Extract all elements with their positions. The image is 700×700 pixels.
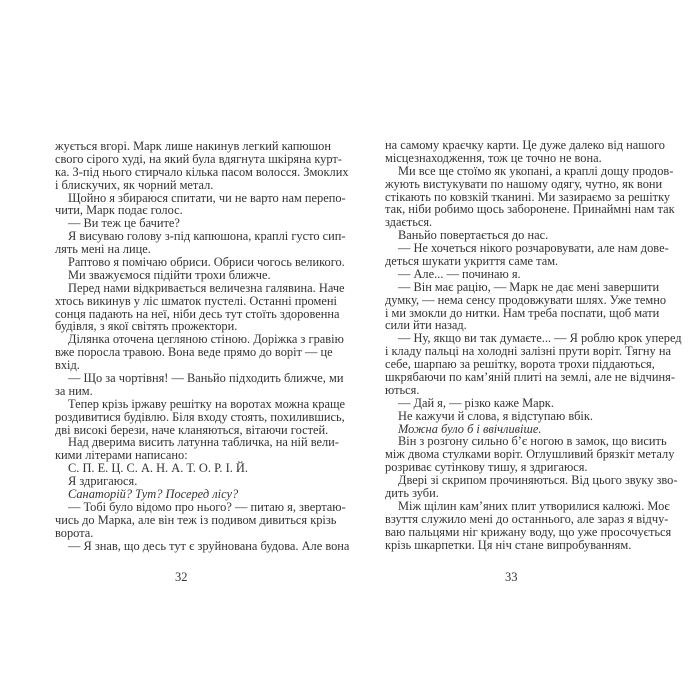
text-line: хтось викинув у ліс шматок пустелі. Останні промені — [55, 293, 337, 308]
text-line: — Він має рацію, — Марк не дає мені завершити — [398, 279, 660, 294]
text-line: між двома стулками воріт. Оглушливий брязкіт металу — [385, 447, 675, 462]
text-line: крізь шкарпетки. Ця ніч стане випробуванням. — [385, 537, 632, 552]
text-line: дві високі берези, наче кланяються, вітаючи гостей. — [55, 422, 329, 437]
text-line: і ми змокли до нитки. Нам треба поспати, щоб мати — [385, 305, 660, 320]
text-line: ка. З-під нього стирчало кілька пасом волосся. Змоклих — [55, 164, 349, 179]
text-line: місцезнаходження, тож це точно не вона. — [385, 150, 602, 165]
text-line: Ділянка оточена цегляною стіною. Доріжка з гравію — [68, 332, 344, 347]
text-line: і блискучих, як чорний метал. — [55, 177, 214, 192]
text-line: чити, Марк подає голос. — [55, 203, 183, 218]
text-line: Щойно я збираюся спитати, чи не варто нам перепо- — [68, 190, 346, 205]
text-line: вже поросла травою. Вона веде прямо до воріт — це — [55, 345, 333, 360]
text-line: шкрябаючи по кам’яній плиті на землі, але не відчиня- — [385, 370, 675, 385]
text-line: за ним. — [55, 383, 93, 398]
text-line: стікають по ковзкій тканині. Ми зазираємо за решітку — [385, 189, 671, 204]
text-line: деться шукати укриття саме там. — [385, 254, 559, 269]
text-line: будівля, з якої світять прожектори. — [55, 319, 238, 334]
text-line: Перед нами відкривається величезна галявина. Наче — [68, 280, 345, 295]
text-line: Тепер крізь іржаву решітку на воротах можна краще — [68, 396, 346, 411]
text-line: — Ну, якщо ви так думаєте... — Я роблю крок уперед — [398, 331, 682, 346]
text-line: чись до Марка, але він теж із подивом дивиться крізь — [55, 512, 337, 527]
text-line: розриває сутінкову тишу, я здригаюся. — [385, 460, 588, 475]
text-line: — Але... — починаю я. — [398, 266, 521, 281]
text-line: Над дверима висить латунна табличка, на ній вели- — [68, 435, 339, 450]
text-line: — Не хочеться нікого розчаровувати, але нам дове- — [398, 241, 669, 256]
left-page-text — [55, 139, 350, 553]
text-line: ваю пальцями ніг крижану воду, що уже просочується — [385, 524, 672, 539]
text-line: Ваньйо повертається до нас. — [398, 228, 549, 243]
text-line: Ми все ще стоїмо як укопані, а краплі дощу продов- — [398, 163, 674, 178]
text-line: взуття служило мені до останнього, але зараз я відчу- — [385, 511, 669, 526]
text-line: сили йти назад. — [385, 318, 467, 333]
text-line: здається. — [385, 215, 433, 230]
text-line: Я висуваю голову з-під капюшона, краплі густо сип- — [68, 229, 346, 244]
text-line: — Я знав, що десь тут є зруйнована будова. Але вона — [68, 538, 350, 553]
text-line: Я здригаюся. — [68, 474, 138, 489]
text-line: лять мені на лице. — [55, 242, 151, 257]
text-line: ються. — [385, 382, 420, 397]
text-line: на самому краєчку карти. Це дуже далеко від нашого — [385, 138, 666, 152]
sign-text-line: С. П. Е. Ц. С. А. Н. А. Т. О. Р. І. Й. — [68, 461, 248, 476]
text-line: Не кажучи й слова, я відступаю вбік. — [398, 408, 593, 423]
text-line: Він з розгону сильно б’є ногою в замок, що висить — [398, 434, 667, 449]
italic-thought-line: Можна було б і ввічливіше. — [398, 421, 542, 436]
text-line: кими літерами написано: — [55, 448, 188, 463]
text-line: себе, шарпаю за решітку, ворота трохи піддаються, — [385, 357, 655, 372]
page-number-right: 33 — [505, 570, 518, 584]
text-line: жується вгорі. Марк лише накинув легкий капюшон — [55, 139, 331, 153]
text-line: так, ніби робимо щось заборонене. Принаймні нам так — [385, 202, 675, 217]
text-line: Ми зважуємося підійти трохи ближче. — [68, 267, 271, 282]
text-line: — Тобі було відомо про нього? — питаю я, звертаю- — [68, 499, 346, 514]
text-line: Двері зі скрипом прочиняються. Від цього звуку зво- — [398, 473, 678, 488]
text-line: роздивитися будівлю. Біля входу стоять, похилившись, — [55, 409, 345, 424]
text-line: вхід. — [55, 358, 80, 373]
text-line: жують вистукувати по нашому одягу, чутно, як вони — [385, 176, 663, 191]
text-line: дить зуби. — [385, 486, 439, 501]
text-line: — Ви теж це бачите? — [68, 216, 180, 231]
text-line: Між щілин кам’яних плит утворилися калюжі. Моє — [398, 498, 670, 513]
italic-thought-line: Санаторій? Тут? Посеред лісу? — [68, 487, 239, 502]
text-line: — Дай я, — різко каже Марк. — [398, 395, 554, 410]
text-line: ворота. — [55, 525, 94, 540]
right-page-text — [385, 138, 682, 552]
text-line: думку, — нема сенсу продовжувати шлях. Уже темно — [385, 292, 667, 307]
text-line: — Що за чортівня! — Ваньйо підходить ближче, ми — [68, 371, 344, 386]
text-line: Раптово я помічаю обриси. Обриси чогось великого. — [68, 255, 345, 270]
page-number-left: 32 — [175, 570, 188, 584]
text-line: сонця падають на неї, ніби десь тут стоїть здоровенна — [55, 306, 340, 321]
text-line: свого сірого худі, на який була вдягнута шкіряна курт- — [55, 151, 342, 166]
text-line: і кладу пальці на холодні залізні прути воріт. Тягну на — [385, 344, 671, 359]
